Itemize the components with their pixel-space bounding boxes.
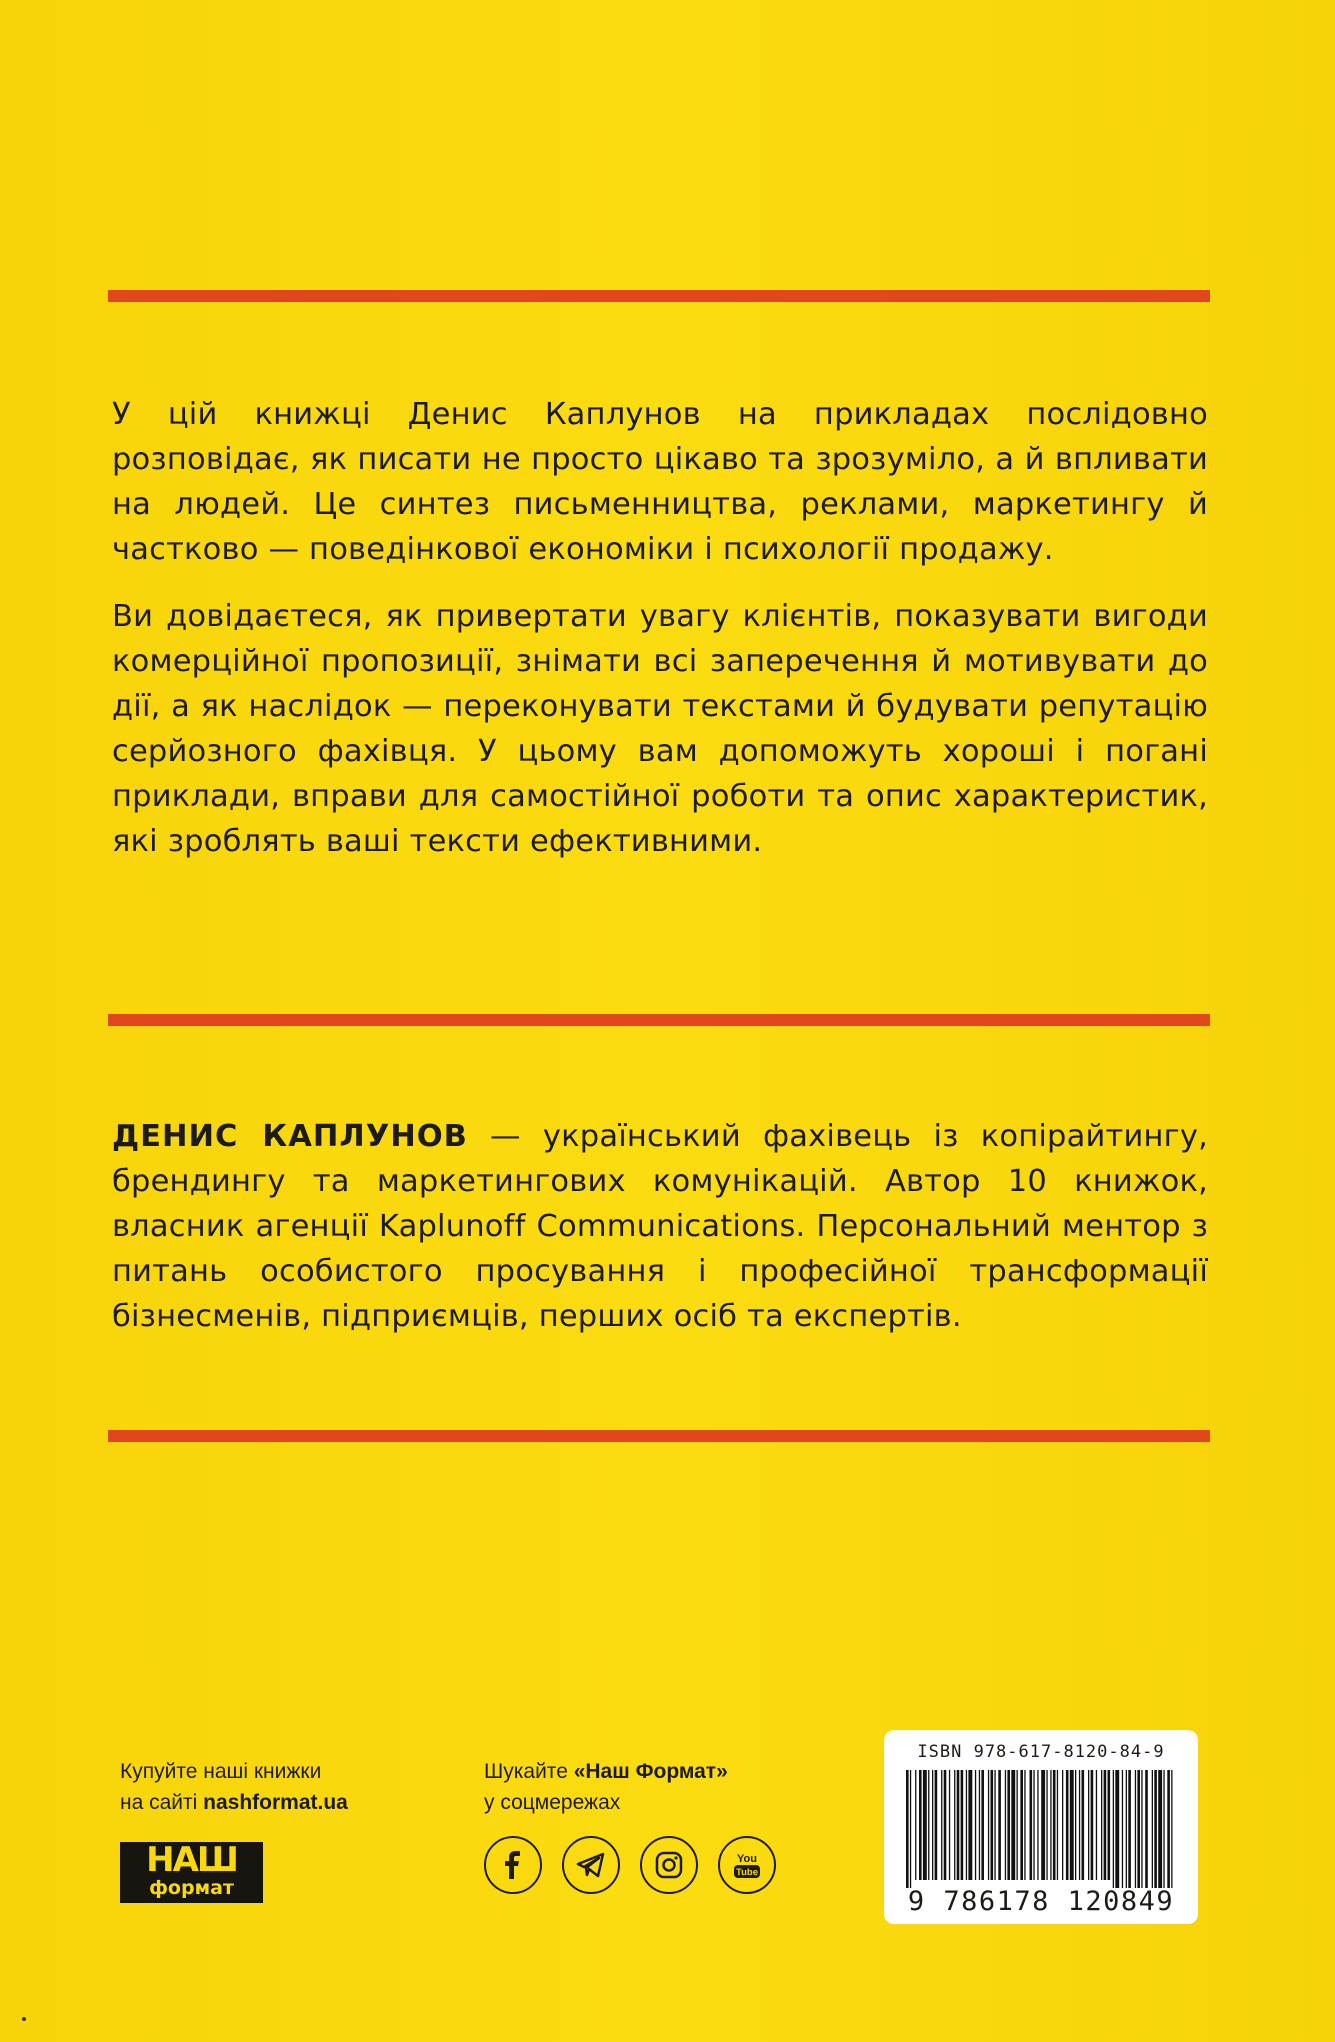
- isbn-label: ISBN 978-617-8120-84-9: [917, 1742, 1165, 1762]
- barcode-bar: [1057, 1770, 1058, 1880]
- publisher-site-link[interactable]: nashformat.ua: [203, 1791, 348, 1814]
- barcode-bar: [1030, 1770, 1033, 1880]
- youtube-label-top: You: [737, 1853, 757, 1865]
- barcode-bar: [1007, 1770, 1010, 1880]
- book-description: [112, 392, 1208, 886]
- barcode-bar: [1017, 1770, 1018, 1880]
- barcode-bar: [949, 1770, 950, 1880]
- telegram-icon[interactable]: [562, 1836, 620, 1894]
- barcode-bar: [1033, 1770, 1034, 1880]
- barcode-bar: [910, 1770, 911, 1888]
- barcode-bar: [966, 1770, 967, 1880]
- barcode-bar: [1167, 1770, 1170, 1888]
- barcode-bar: [1088, 1770, 1089, 1880]
- divider-middle: [108, 1014, 1210, 1026]
- barcode-bar: [1137, 1770, 1140, 1888]
- barcode-bar: [1075, 1770, 1076, 1880]
- barcode-bar: [998, 1770, 1001, 1880]
- author-name: ДЕНИС КАПЛУНОВ: [112, 1119, 468, 1154]
- barcode-bar: [923, 1770, 927, 1880]
- barcode-bar: [1113, 1770, 1114, 1888]
- youtube-label-bottom: Tube: [736, 1867, 758, 1878]
- buy-line-2: [120, 1787, 348, 1818]
- barcode-bar: [954, 1770, 955, 1880]
- barcode-bar: [928, 1770, 929, 1880]
- barcode-icon: [904, 1770, 1178, 1888]
- barcode-bar: [1145, 1770, 1148, 1888]
- barcode-bar: [1024, 1770, 1025, 1880]
- facebook-icon[interactable]: [484, 1836, 542, 1894]
- social-line-1: [484, 1756, 728, 1787]
- barcode-bar: [1011, 1770, 1015, 1880]
- barcode-bar: [1126, 1770, 1127, 1888]
- barcode-bar: [1046, 1770, 1047, 1880]
- barcode-bar: [981, 1770, 984, 1880]
- barcode-bar: [1053, 1770, 1056, 1880]
- social-prefix: Шукайте: [484, 1760, 574, 1783]
- barcode-bar: [935, 1770, 938, 1880]
- barcode-bar: [968, 1770, 972, 1880]
- barcode-bar: [941, 1770, 942, 1880]
- barcode-bar: [1141, 1770, 1142, 1888]
- barcode-bar: [1154, 1770, 1157, 1888]
- author-block: [112, 1114, 1208, 1361]
- publisher-logo: [120, 1842, 263, 1903]
- barcode-bar: [1050, 1770, 1051, 1880]
- barcode-bar: [994, 1770, 995, 1880]
- barcode-bar: [1104, 1770, 1107, 1880]
- description-paragraph-1: У цій книжці Денис Каплунов на прикладах послідовно розповідає, як писати не просто цікаво та зрозуміло, а й впливати на людей. Це синтез письменництва, реклами, маркетингу й частково — поведінкової економіки і психології продажу.: [112, 397, 1208, 567]
- barcode-bar: [1096, 1770, 1097, 1880]
- buy-line-2-prefix: на сайті: [120, 1791, 204, 1814]
- barcode-panel: [884, 1730, 1198, 1924]
- barcode-bar: [1066, 1770, 1069, 1880]
- barcode-bar: [1128, 1770, 1131, 1888]
- barcode-bar: [1158, 1770, 1162, 1888]
- social-icons: [484, 1836, 784, 1900]
- barcode-bar: [1135, 1770, 1136, 1888]
- barcode-bar: [932, 1770, 933, 1880]
- barcode-bar: [1005, 1770, 1006, 1880]
- barcode-bar: [961, 1770, 964, 1880]
- author-bio: — український фахівець із копірайтингу, брендингу та маркетингових комунікацій. Автор 10 книжок, власник агенції Kaplunoff Communications. Персональний ментор з питань особистого просування і професійної трансформації бізнесменів, підприємців, перших осіб та експертів.: [112, 1119, 1208, 1334]
- barcode-bar: [944, 1770, 947, 1880]
- barcode-bar: [988, 1770, 989, 1880]
- barcode-bar: [1122, 1770, 1123, 1888]
- social-line-2: у соцмережах: [484, 1791, 621, 1814]
- barcode-bar: [1171, 1770, 1172, 1888]
- buy-line-1: Купуйте наші книжки: [120, 1760, 322, 1783]
- barcode-bar: [919, 1770, 922, 1880]
- barcode-bar: [975, 1770, 976, 1880]
- social-brand: «Наш Формат»: [573, 1760, 728, 1783]
- barcode-bar: [1041, 1770, 1045, 1880]
- instagram-icon[interactable]: [640, 1836, 698, 1894]
- divider-top: [108, 290, 1210, 302]
- logo-bottom-text: формат: [149, 1877, 234, 1899]
- barcode-bar: [1082, 1770, 1085, 1880]
- barcode-bar: [1079, 1770, 1080, 1880]
- barcode-bar: [1062, 1770, 1063, 1880]
- divider-bottom: [108, 1430, 1210, 1442]
- barcode-bar: [906, 1770, 909, 1888]
- barcode-bar: [915, 1770, 916, 1880]
- barcode-bar: [1037, 1770, 1038, 1880]
- barcode-bar: [1091, 1770, 1094, 1880]
- barcode-bar: [1163, 1770, 1164, 1888]
- barcode-bar: [1152, 1770, 1153, 1888]
- barcode-bar: [1020, 1770, 1023, 1880]
- buy-info: [120, 1756, 348, 1818]
- description-paragraph-2: Ви довідаєтеся, як привертати увагу клієнтів, показувати вигоди комерційної пропозиції, знімати всі заперечення й мотивувати до дії, а як наслідок — переконувати текстами й будувати репутацію серйозного фахівця. У цьому вам допоможуть хороші і погані приклади, вправи для самостійної роботи та опис характеристик, які зроблять ваші тексти ефективними.: [112, 599, 1208, 859]
- barcode-bar: [1108, 1770, 1111, 1880]
- author-bio-paragraph: [112, 1114, 1208, 1339]
- barcode-bar: [957, 1770, 960, 1880]
- printer-dot: [22, 2017, 26, 2021]
- social-info: [484, 1756, 728, 1818]
- barcode-bar: [1115, 1770, 1119, 1888]
- youtube-icon[interactable]: [718, 1836, 776, 1894]
- barcode-number: 9 786178 120849: [907, 1886, 1175, 1917]
- barcode-bar: [1101, 1770, 1102, 1880]
- barcode-bar: [1070, 1770, 1074, 1880]
- barcode-bar: [979, 1770, 980, 1880]
- logo-top-text: НАШ: [146, 1840, 237, 1880]
- barcode-bar: [991, 1770, 994, 1880]
